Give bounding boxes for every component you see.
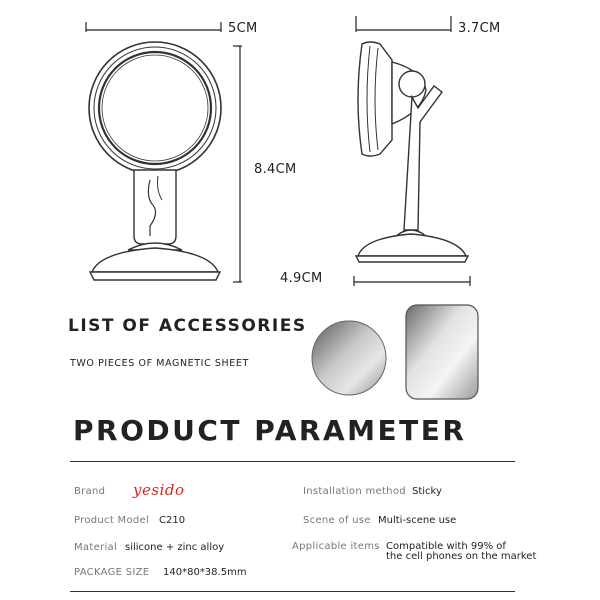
height-dimension-line xyxy=(233,46,242,282)
parameter-bottom-rule xyxy=(70,591,515,592)
package-size-value: 140*80*38.5mm xyxy=(163,567,247,578)
accessories-subtitle: TWO PIECES OF MAGNETIC SHEET xyxy=(70,358,249,369)
width-dimension-line xyxy=(86,22,221,32)
parameter-top-rule xyxy=(70,461,515,462)
applicable-label: Applicable items xyxy=(292,541,380,552)
applicable-value-line2: the cell phones on the market xyxy=(386,551,537,562)
accessories-title: LIST OF ACCESSORIES xyxy=(68,316,307,336)
install-method-value: Sticky xyxy=(412,486,442,497)
magnetic-sheets-image xyxy=(305,300,490,405)
mount-base xyxy=(90,243,220,280)
round-magnetic-sheet xyxy=(312,321,386,395)
material-value: silicone + zinc alloy xyxy=(125,542,225,553)
base-width-label: 4.9CM xyxy=(280,271,323,286)
front-view-drawing xyxy=(0,0,300,300)
depth-label: 3.7CM xyxy=(458,21,501,36)
side-view-drawing xyxy=(300,0,600,300)
applicable-value-line1: Compatible with 99% of xyxy=(386,541,506,552)
brand-label: Brand xyxy=(74,486,106,497)
width-label: 5CM xyxy=(228,21,258,36)
package-size-label: PACKAGE SIZE xyxy=(74,567,150,578)
mount-ring-head xyxy=(89,42,221,174)
rect-magnetic-sheet xyxy=(406,305,478,399)
mount-stem xyxy=(134,170,176,244)
side-base xyxy=(356,230,468,262)
base-dimension-line xyxy=(354,276,470,286)
scene-value: Multi-scene use xyxy=(378,515,457,526)
depth-dimension-line xyxy=(356,16,451,32)
parameter-title: PRODUCT PARAMETER xyxy=(73,414,467,447)
model-label: Product Model xyxy=(74,515,150,526)
install-method-label: Installation method xyxy=(303,486,406,497)
brand-logo: yesido xyxy=(133,481,185,499)
height-label: 8.4CM xyxy=(254,162,297,177)
scene-label: Scene of use xyxy=(303,515,371,526)
model-value: C210 xyxy=(159,515,186,526)
material-label: Material xyxy=(74,542,118,553)
